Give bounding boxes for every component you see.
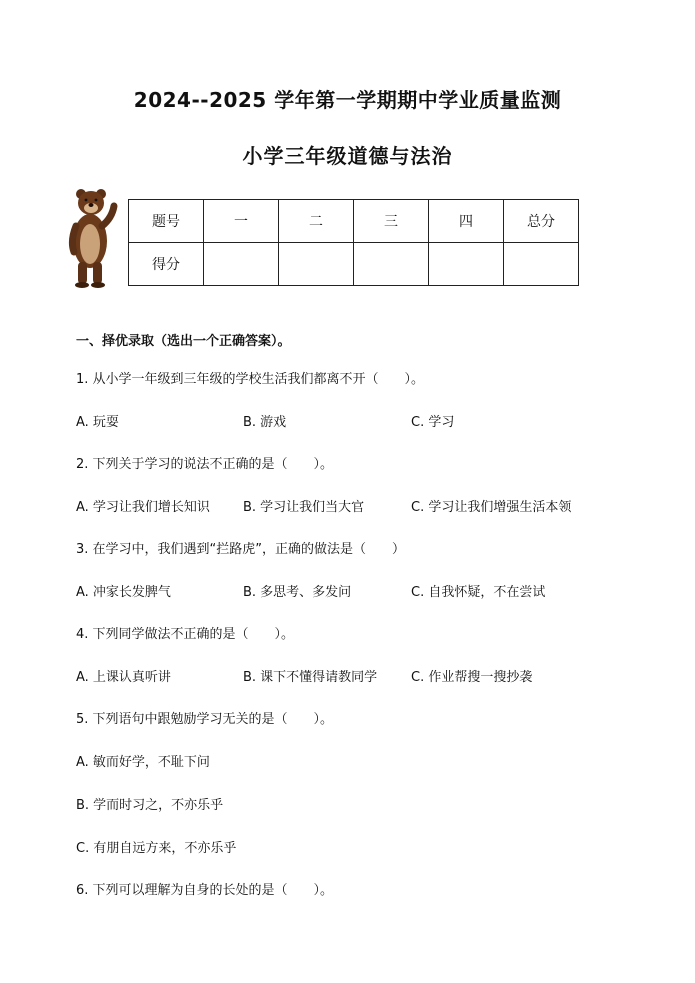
option-c: C. 学习让我们增强生活本领 [411,500,572,515]
question-stem: 1. 从小学一年级到三年级的学校生活我们都离不开（ ）。 [76,372,425,387]
score-cell-header: 总分 [504,200,579,243]
score-cell-blank[interactable] [429,243,504,286]
question-stem: 5. 下列语句中跟勉励学习无关的是（ ）。 [76,712,334,727]
bear-mascot-image [64,186,120,288]
option-a: A. 玩耍 [76,415,119,430]
option-b: B. 多思考、多发问 [243,585,352,600]
score-cell-header: 一 [204,200,279,243]
option-b: B. 学习让我们当大官 [243,500,365,515]
option-a: A. 冲家长发脾气 [76,585,171,600]
question-stem: 6. 下列可以理解为自身的长处的是（ ）。 [76,883,334,898]
score-table-score-row [129,243,579,286]
score-cell-header: 题号 [129,200,204,243]
score-cell-blank[interactable] [354,243,429,286]
option-c: C. 自我怀疑，不在尝试 [411,585,546,600]
score-table-header-row [129,200,579,243]
exam-title: 2024--2025 学年第一学期期中学业质量监测 [133,88,562,112]
score-table [128,199,579,286]
option-b: B. 课下不懂得请教同学 [243,670,378,685]
score-cell-blank[interactable] [504,243,579,286]
question-stem: 3. 在学习中，我们遇到“拦路虎”，正确的做法是（ ） [76,542,406,557]
option-a: A. 学习让我们增长知识 [76,500,210,515]
score-cell-header: 四 [429,200,504,243]
option-a: A. 上课认真听讲 [76,670,171,685]
option-c: C. 学习 [411,415,455,430]
option-c: C. 作业帮搜一搜抄袭 [411,670,533,685]
score-cell-blank[interactable] [279,243,354,286]
exam-subtitle: 小学三年级道德与法治 [242,144,453,168]
question-stem: 2. 下列关于学习的说法不正确的是（ ）。 [76,457,334,472]
option-b: B. 游戏 [243,415,287,430]
score-cell-blank[interactable] [204,243,279,286]
score-row-label: 得分 [129,243,204,286]
score-cell-header: 三 [354,200,429,243]
question-stem: 4. 下列同学做法不正确的是（ ）。 [76,627,295,642]
option-c: C. 有朋自远方来，不亦乐乎 [76,841,237,856]
score-cell-header: 二 [279,200,354,243]
option-b: B. 学而时习之，不亦乐乎 [76,798,224,813]
section-heading: 一、择优录取（选出一个正确答案）。 [76,334,291,349]
option-a: A. 敏而好学，不耻下问 [76,755,210,770]
